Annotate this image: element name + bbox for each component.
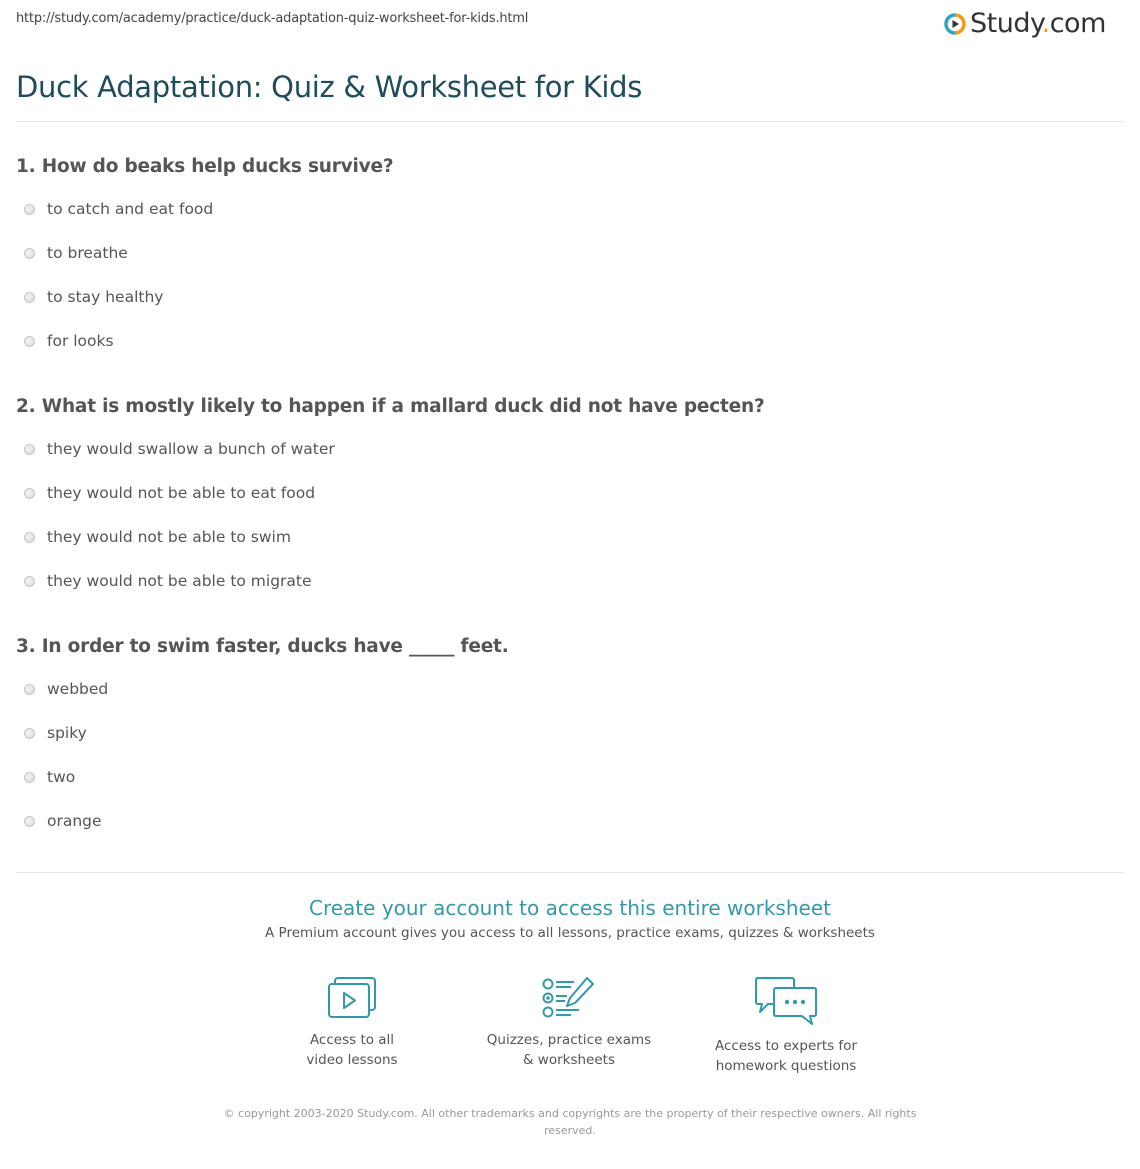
radio-button[interactable] [24, 248, 35, 259]
quiz-checklist-icon [541, 976, 597, 1020]
question-1: 1. How do beaks help ducks survive? [16, 156, 394, 177]
copyright-notice: © copyright 2003-2020 Study.com. All other trademarks and copyrights are the property of their respective owners. All rights reserved. [223, 1107, 917, 1137]
option-2c[interactable]: they would not be able to swim [24, 528, 291, 546]
chat-bubbles-icon [754, 976, 818, 1026]
radio-button[interactable] [24, 576, 35, 587]
question-3: 3. In order to swim faster, ducks have _____ feet. [16, 636, 509, 657]
radio-button[interactable] [24, 684, 35, 695]
radio-button[interactable] [24, 204, 35, 215]
create-account-link[interactable]: Create your account to access this entire worksheet [309, 896, 831, 920]
option-1b[interactable]: to breathe [24, 244, 128, 262]
page-url: http://study.com/academy/practice/duck-adaptation-quiz-worksheet-for-kids.html [16, 11, 529, 26]
page-title: Duck Adaptation: Quiz & Worksheet for Kids [16, 70, 643, 104]
video-lessons-icon [326, 976, 378, 1020]
radio-button[interactable] [24, 772, 35, 783]
radio-button[interactable] [24, 444, 35, 455]
option-1c[interactable]: to stay healthy [24, 288, 163, 306]
feature-quizzes: Quizzes, practice exams & worksheets [469, 976, 669, 1070]
radio-button[interactable] [24, 488, 35, 499]
option-2b[interactable]: they would not be able to eat food [24, 484, 315, 502]
option-1a[interactable]: to catch and eat food [24, 200, 213, 218]
radio-button[interactable] [24, 728, 35, 739]
option-3d[interactable]: orange [24, 812, 102, 830]
logo-text: Study.com [970, 8, 1106, 39]
radio-button[interactable] [24, 292, 35, 303]
option-3b[interactable]: spiky [24, 724, 87, 742]
radio-button[interactable] [24, 816, 35, 827]
option-2a[interactable]: they would swallow a bunch of water [24, 440, 335, 458]
play-logo-icon [944, 13, 966, 35]
divider [16, 121, 1124, 122]
option-1d[interactable]: for looks [24, 332, 114, 350]
option-3c[interactable]: two [24, 768, 75, 786]
divider [16, 872, 1124, 873]
feature-experts: Access to experts for homework questions [686, 976, 886, 1076]
feature-video-lessons: Access to all video lessons [252, 976, 452, 1070]
radio-button[interactable] [24, 336, 35, 347]
option-3a[interactable]: webbed [24, 680, 108, 698]
option-2d[interactable]: they would not be able to migrate [24, 572, 312, 590]
question-2: 2. What is mostly likely to happen if a mallard duck did not have pecten? [16, 396, 765, 417]
study-logo[interactable] [944, 8, 1106, 39]
cta-subtitle: A Premium account gives you access to all lessons, practice exams, quizzes & worksheets [265, 925, 875, 941]
radio-button[interactable] [24, 532, 35, 543]
